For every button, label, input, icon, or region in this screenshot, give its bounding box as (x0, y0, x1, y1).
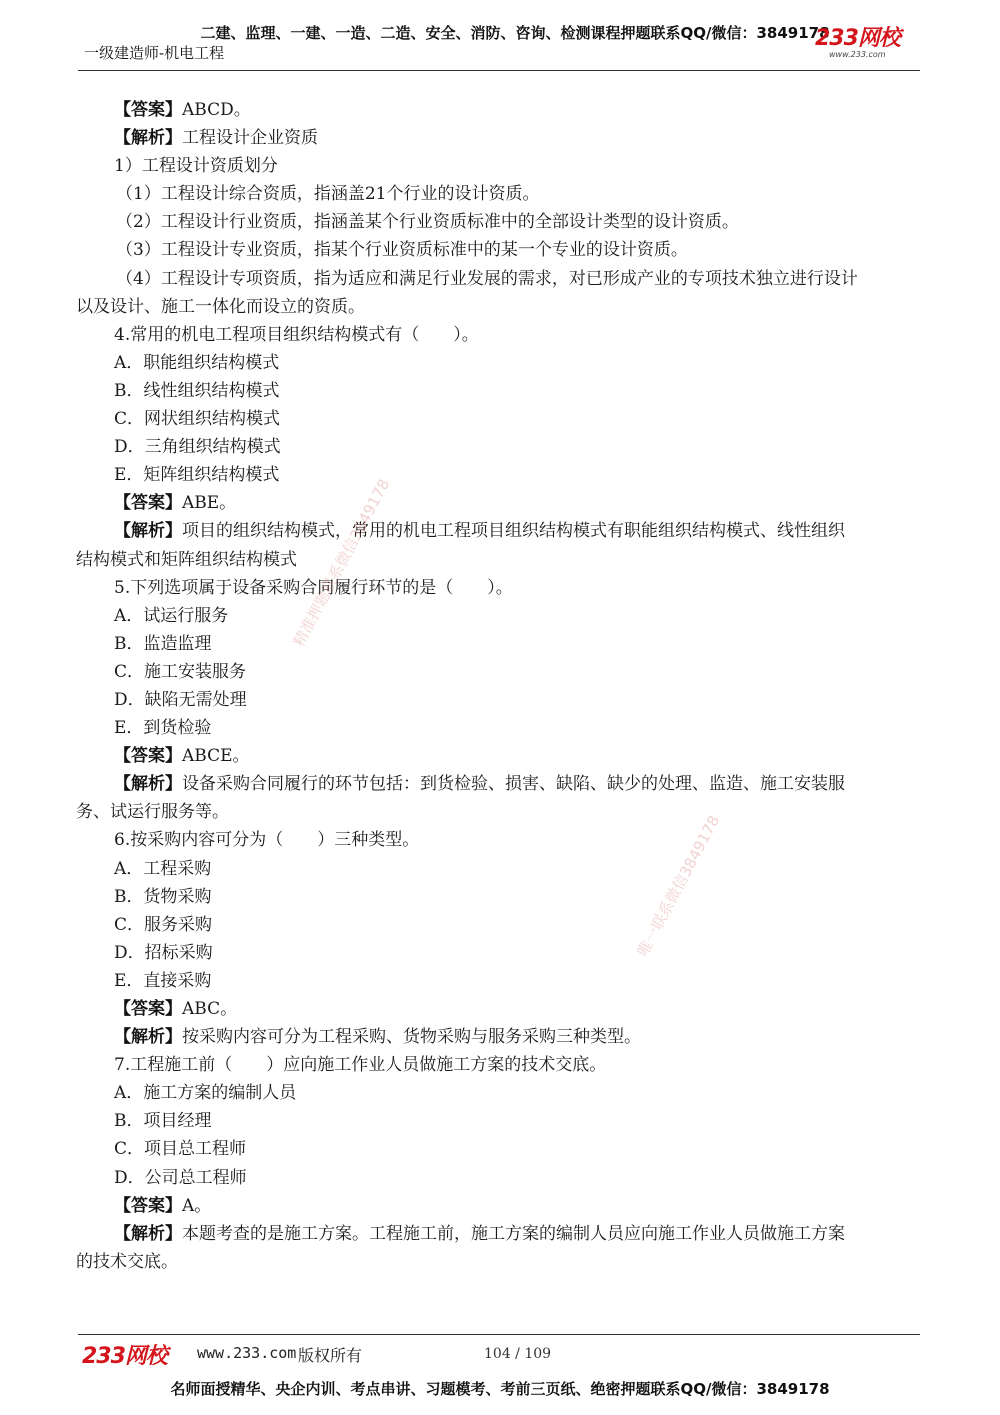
line-tag: 【解析】 (114, 1223, 182, 1244)
text-line (76, 405, 926, 433)
footer-banner: 名师面授精华、央企内训、考点串讲、习题模考、考前三页纸、绝密押题联系QQ/微信：3849178 (170, 1380, 830, 1398)
text-line (76, 349, 926, 377)
line-text: 工程设计企业资质 (182, 128, 318, 149)
line-text: C．网状组织结构模式 (114, 409, 281, 430)
line-text: （1）工程设计综合资质，指涵盖21个行业的设计资质。 (116, 184, 540, 205)
text-line (76, 461, 926, 489)
line-text: ABCE。 (182, 746, 250, 767)
text-line (76, 293, 926, 321)
line-text: 按采购内容可分为工程采购、货物采购与服务采购三种类型。 (182, 1027, 641, 1048)
text-line (76, 433, 926, 461)
line-text: A．职能组织结构模式 (114, 352, 280, 373)
line-tag: 【答案】 (114, 1195, 182, 1216)
line-text: D．三角组织结构模式 (114, 437, 281, 458)
text-line (76, 546, 926, 574)
text-line (76, 321, 926, 349)
line-tag: 【答案】 (114, 999, 182, 1019)
text-line (76, 1164, 926, 1192)
line-text: A．工程采购 (114, 858, 212, 879)
text-line (76, 1023, 926, 1051)
line-text: B．项目经理 (114, 1111, 212, 1132)
line-text: B．货物采购 (114, 886, 212, 907)
watermark-2: 唯一联系微信3849178 (633, 812, 724, 960)
line-text: 1）工程设计资质划分 (114, 156, 278, 177)
text-line (76, 1135, 926, 1163)
line-text: 本题考查的是施工方案。工程施工前，施工方案的编制人员应向施工作业人员做施工方案 (182, 1223, 845, 1244)
line-text: C．施工安装服务 (114, 661, 247, 682)
text-line (76, 152, 926, 180)
text-line (76, 602, 926, 630)
line-text: ABCD。 (182, 100, 251, 120)
line-text: （3）工程设计专业资质，指某个行业资质标准中的某一个专业的设计资质。 (116, 240, 688, 261)
text-line (76, 630, 926, 658)
footer-logo: 233网校 (82, 1344, 167, 1369)
text-line (76, 180, 926, 208)
line-text: 4.常用的机电工程项目组织结构模式有（ ）。 (114, 324, 479, 345)
line-text: E．到货检验 (114, 718, 212, 739)
line-text: ABE。 (182, 493, 237, 514)
line-text: A。 (182, 1195, 212, 1216)
line-text: D．公司总工程师 (114, 1167, 247, 1188)
text-line (76, 1051, 926, 1079)
text-line (76, 1192, 926, 1220)
watermark-1: 精准押题联系微信3849178 (289, 475, 394, 650)
header-logo-text: 233网校 (815, 26, 900, 51)
text-line (76, 1107, 926, 1135)
line-text: ABC。 (182, 999, 238, 1019)
line-text: C．项目总工程师 (114, 1139, 247, 1160)
line-text: 设备采购合同履行的环节包括：到货检验、损害、缺陷、缺少的处理、监造、施工安装服 (182, 774, 845, 795)
text-line (76, 798, 926, 826)
text-line (76, 1220, 926, 1248)
text-line (76, 939, 926, 967)
line-tag: 【答案】 (114, 493, 182, 514)
text-line (76, 574, 926, 602)
line-text: C．服务采购 (114, 914, 213, 935)
line-text: 6.按采购内容可分为（ ）三种类型。 (114, 830, 420, 851)
line-text: A．试运行服务 (114, 605, 229, 626)
footer-url: www.233.com (197, 1344, 297, 1362)
line-text: 务、试运行服务等。 (76, 802, 229, 823)
text-line (76, 855, 926, 883)
header-logo (815, 28, 900, 59)
text-line (76, 377, 926, 405)
header-logo-url: www.233.com (829, 50, 886, 59)
footer-rights: 版权所有 (298, 1346, 363, 1365)
line-text: 结构模式和矩阵组织结构模式 (76, 549, 297, 570)
text-line (76, 658, 926, 686)
text-line (76, 995, 926, 1023)
line-text: E．矩阵组织结构模式 (114, 465, 280, 486)
line-text: A．施工方案的编制人员 (114, 1083, 297, 1104)
line-text: 7.工程施工前（ ）应向施工作业人员做施工方案的技术交底。 (114, 1055, 607, 1076)
text-line (76, 124, 926, 152)
line-text: D．缺陷无需处理 (114, 689, 247, 710)
text-line (76, 967, 926, 995)
line-text: E．直接采购 (114, 970, 212, 991)
document-body (76, 96, 926, 1276)
text-line (76, 911, 926, 939)
header-banner: 二建、监理、一建、一造、二造、安全、消防、咨询、检测课程押题联系QQ/微信：3849178 (200, 24, 830, 42)
text-line (76, 96, 926, 124)
line-text: 以及设计、施工一体化而设立的资质。 (76, 296, 365, 317)
line-tag: 【答案】 (114, 100, 182, 120)
line-text: 的技术交底。 (76, 1251, 178, 1272)
footer-divider (78, 1334, 920, 1335)
text-line (76, 1248, 926, 1276)
text-line (76, 1079, 926, 1107)
line-text: （4）工程设计专项资质，指为适应和满足行业发展的需求，对已形成产业的专项技术独立进行设计 (116, 268, 858, 289)
page-number: 104 / 109 (484, 1346, 552, 1362)
line-tag: 【解析】 (114, 774, 182, 795)
text-line (76, 265, 926, 293)
text-line (76, 883, 926, 911)
line-tag: 【解析】 (114, 521, 182, 542)
line-tag: 【答案】 (114, 746, 182, 767)
text-line (76, 714, 926, 742)
header-divider (78, 70, 920, 71)
line-text: D．招标采购 (114, 942, 213, 963)
header-subtitle: 一级建造师-机电工程 (84, 44, 225, 62)
line-text: B．监造监理 (114, 633, 212, 654)
text-line (76, 686, 926, 714)
line-tag: 【解析】 (114, 1027, 182, 1048)
text-line (76, 770, 926, 798)
text-line (76, 517, 926, 545)
line-text: B．线性组织结构模式 (114, 380, 280, 401)
line-text: 项目的组织结构模式，常用的机电工程项目组织结构模式有职能组织结构模式、线性组织 (182, 521, 845, 542)
line-text: （2）工程设计行业资质，指涵盖某个行业资质标准中的全部设计类型的设计资质。 (116, 212, 739, 233)
text-line (76, 236, 926, 264)
text-line (76, 489, 926, 517)
line-text: 5.下列选项属于设备采购合同履行环节的是（ ）。 (114, 577, 513, 598)
text-line (76, 826, 926, 854)
line-tag: 【解析】 (114, 128, 182, 149)
text-line (76, 742, 926, 770)
text-line (76, 208, 926, 236)
